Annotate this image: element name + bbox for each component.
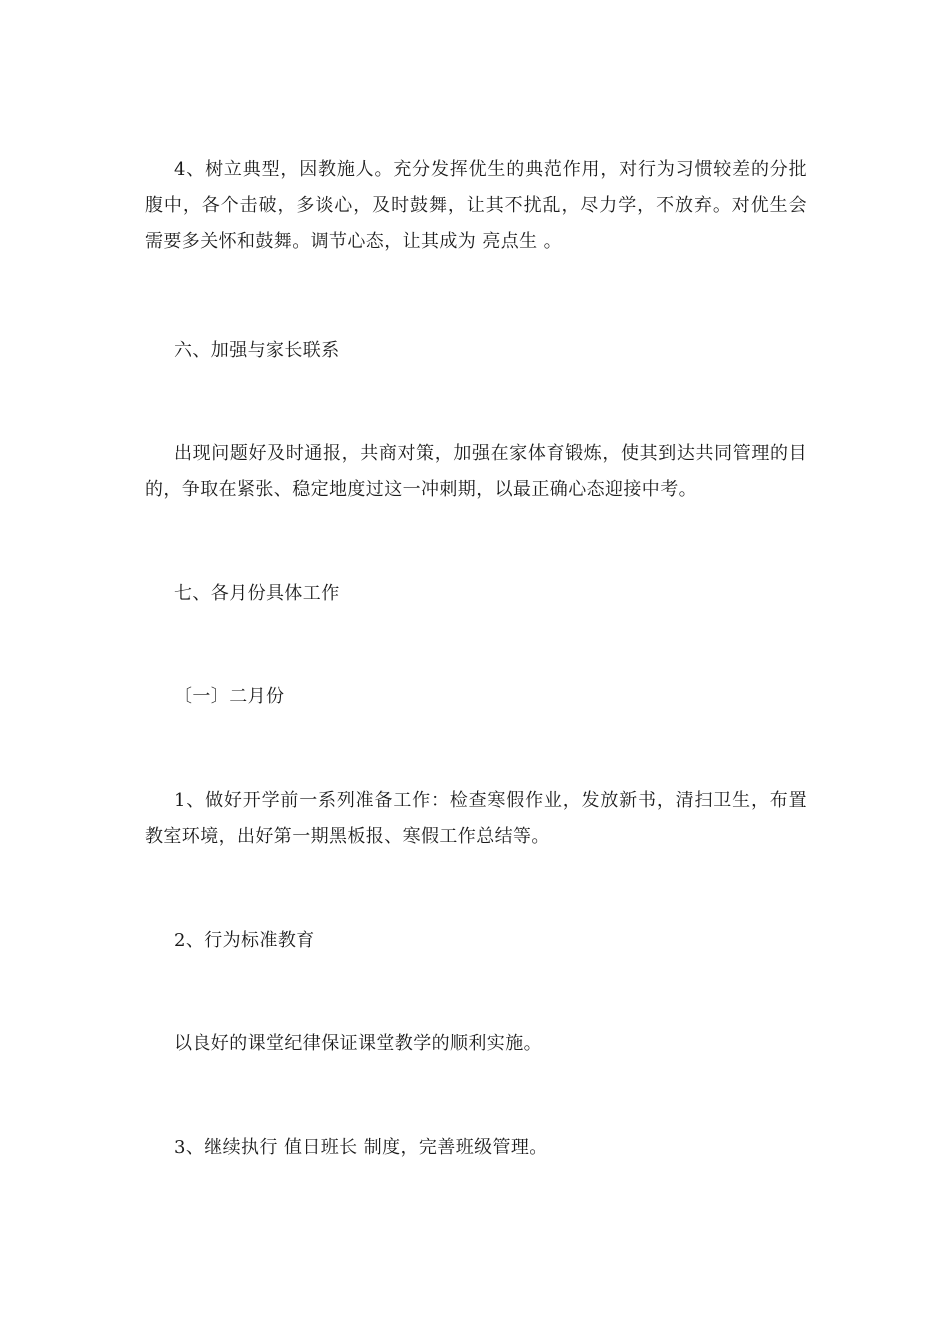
paragraph-preparation-work: 1、做好开学前一系列准备工作：检查寒假作业，发放新书，清扫卫生，布置教室环境，出好第一期黑板报、寒假工作总结等。 <box>145 790 807 847</box>
paragraph-behavior-education: 2、行为标准教育 <box>174 930 315 951</box>
heading-parent-contact: 六、加强与家长联系 <box>174 340 340 361</box>
paragraph-class-monitor-system: 3、继续执行 值日班长 制度，完善班级管理。 <box>174 1137 548 1158</box>
subheading-february: 〔一〕二月份 <box>174 686 285 707</box>
heading-monthly-work: 七、各月份具体工作 <box>174 583 340 604</box>
paragraph-classroom-discipline: 以良好的课堂纪律保证课堂教学的顺利实施。 <box>174 1033 542 1054</box>
paragraph-parent-contact: 出现问题好及时通报，共商对策，加强在家体育锻炼，使其到达共同管理的目的，争取在紧张、稳定地度过这一冲刺期，以最正确心态迎接中考。 <box>145 443 807 500</box>
paragraph-role-models: 4、树立典型，因教施人。充分发挥优生的典范作用，对行为习惯较差的分批腹中，各个击破，多谈心，及时鼓舞，让其不扰乱，尽力学，不放弃。对优生会需要多关怀和鼓舞。调节心态，让其成为 亮点生 。 <box>145 159 807 252</box>
